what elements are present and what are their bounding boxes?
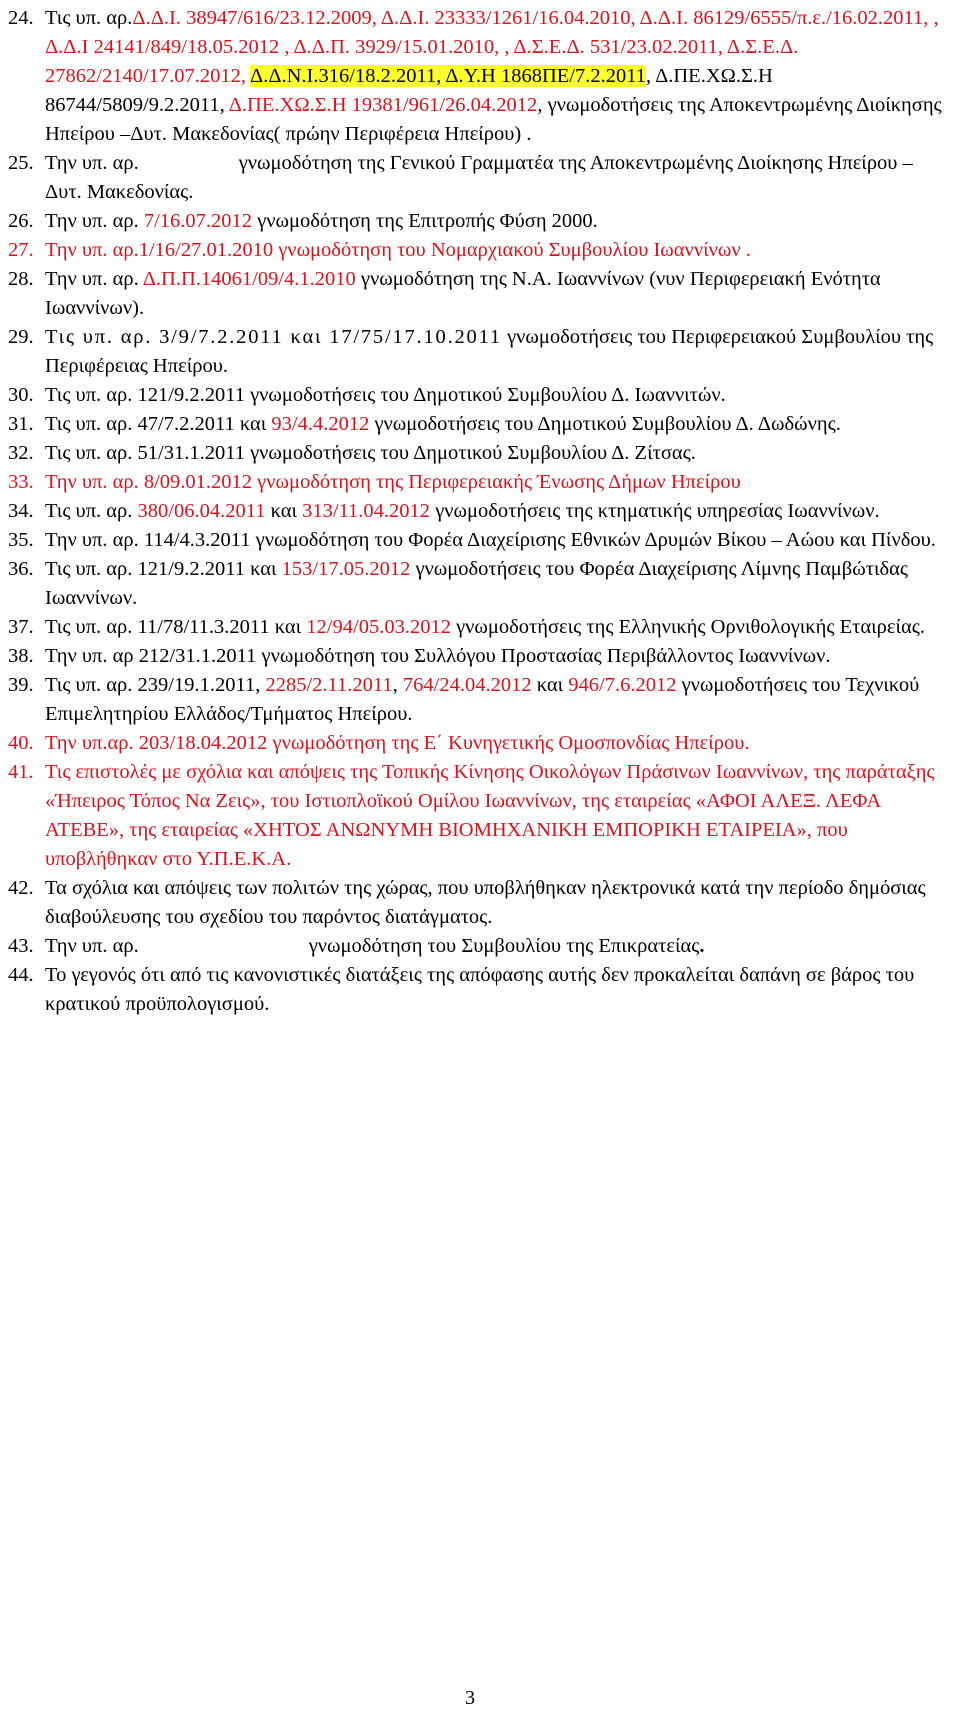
item-text: Τις υπ. αρ. 121/9.2.2011 και bbox=[45, 558, 282, 580]
item-number: 38. bbox=[8, 645, 34, 667]
item-text: Την υπ. αρ.1/16/27.01.2010 γνωμοδότηση του Νομαρχιακού Συμβουλίου Ιωαννίνων . bbox=[45, 239, 751, 261]
item-text: , Δ.ΠΕ.ΧΩ.Σ.Η 86744/5809/9.2.2011, bbox=[45, 65, 773, 116]
list-item bbox=[8, 613, 948, 642]
item-text: και bbox=[531, 674, 569, 696]
item-text: γνωμοδοτήσεις του Φορέα Διαχείρισης Λίμνης Παμβώτιδας Ιωαννίνων. bbox=[45, 558, 908, 609]
item-text: Τις επιστολές με σχόλια και απόψεις της Τοπικής Κίνησης Οικολόγων Πράσινων Ιωαννίνων, της παράταξης «Ήπειρος Τόπος Να Ζεις», του Ιστιοπλοϊκού Ομίλου Ιωαννίνων, της εταιρείας «ΑΦΟΙ ΑΛΕΞ. ΛΕΦΑ ΑΤΕΒΕ», της εταιρείας «ΧΗΤΟΣ ΑΝΩΝΥΜΗ ΒΙΟΜΗΧΑΝΙΚΗ ΕΜΠΟΡΙΚΗ ΕΤΑΙΡΕΙΑ», που υποβλήθηκαν στο Υ.Π.Ε.Κ.Α. bbox=[45, 761, 935, 870]
item-text: Την υπ. αρ. 114/4.3.2011 γνωμοδότηση του Φορέα Διαχείρισης Εθνικών Δρυμών Βίκου – Αώου και Πίνδου. bbox=[45, 529, 936, 551]
list-item bbox=[8, 671, 948, 729]
list-item bbox=[8, 729, 948, 758]
item-text: Την υπ. αρ. bbox=[45, 268, 143, 290]
item-text: γνωμοδοτήσεις της Ελληνικής Ορνιθολογικής Εταιρείας. bbox=[450, 616, 925, 638]
item-text: Δ.Π.Π.14061/09/4.1.2010 bbox=[142, 268, 356, 290]
list-item bbox=[8, 207, 948, 236]
item-text: γνωμοδοτήσεις του Δημοτικού Συμβουλίου Δ. Δωδώνης. bbox=[369, 413, 841, 435]
list-item bbox=[8, 468, 948, 497]
item-number: 44. bbox=[8, 964, 34, 986]
item-text: 380/06.04.2011 bbox=[137, 500, 266, 522]
item-number: 27. bbox=[8, 239, 34, 261]
item-text: 2285/2.11.2011 bbox=[265, 674, 393, 696]
item-text: Τις υπ. αρ. 3/9/7.2.2011 και 17/75/17.10.2011 bbox=[45, 326, 502, 348]
list-item bbox=[8, 439, 948, 468]
list-item bbox=[8, 4, 948, 149]
item-text: , bbox=[392, 674, 403, 696]
list-item bbox=[8, 410, 948, 439]
list-item bbox=[8, 381, 948, 410]
list-item bbox=[8, 236, 948, 265]
item-text: Τις υπ. αρ. 47/7.2.2011 και bbox=[45, 413, 272, 435]
item-text: Τις υπ. αρ. 11/78/11.3.2011 και bbox=[45, 616, 307, 638]
item-text: , γνωμοδοτήσεις της Αποκεντρωμένης Διοίκησης Ηπείρου –Δυτ. Μακεδονίας( πρώην Περιφέρεια Ηπείρου) . bbox=[45, 94, 942, 145]
item-number: 43. bbox=[8, 935, 34, 957]
item-text: Τις υπ. αρ. 51/31.1.2011 γνωμοδοτήσεις του Δημοτικού Συμβουλίου Δ. Ζίτσας. bbox=[45, 442, 696, 464]
item-text: Την υπ. αρ. bbox=[45, 935, 139, 957]
item-text: γνωμοδοτήσεις της κτηματικής υπηρεσίας Ιωαννίνων. bbox=[430, 500, 880, 522]
item-number: 26. bbox=[8, 210, 34, 232]
item-number: 31. bbox=[8, 413, 34, 435]
item-number: 42. bbox=[8, 877, 34, 899]
item-text: γνωμοδότηση της Γενικού Γραμματέα της Αποκεντρωμένης Διοίκησης Ηπείρου –Δυτ. Μακεδονίας. bbox=[45, 152, 913, 203]
item-text: Τις υπ. αρ. 239/19.1.2011, bbox=[45, 674, 266, 696]
item-text: Τις υπ. αρ. bbox=[45, 7, 133, 29]
item-text: 946/7.6.2012 bbox=[568, 674, 677, 696]
list-item bbox=[8, 555, 948, 613]
item-text: Την υπ. αρ. 8/09.01.2012 γνωμοδότηση της Περιφερειακής Ένωσης Δήμων Ηπείρου bbox=[45, 471, 741, 493]
item-number: 28. bbox=[8, 268, 34, 290]
list-item bbox=[8, 323, 948, 381]
item-number: 33. bbox=[8, 471, 34, 493]
preamble-list bbox=[8, 4, 948, 1019]
list-item bbox=[8, 758, 948, 874]
item-number: 39. bbox=[8, 674, 34, 696]
item-text: Δ.Δ.Ν.Ι.316/18.2.2011, Δ.Υ.Η 1868ΠΕ/7.2.2011 bbox=[250, 65, 646, 87]
item-text: γνωμοδοτήσεις του Τεχνικού Επιμελητηρίου Ελλάδος/Τμήματος Ηπείρου. bbox=[45, 674, 920, 725]
list-item bbox=[8, 526, 948, 555]
list-item bbox=[8, 961, 948, 1019]
list-item bbox=[8, 497, 948, 526]
item-number: 40. bbox=[8, 732, 34, 754]
item-number: 25. bbox=[8, 152, 34, 174]
item-number: 34. bbox=[8, 500, 34, 522]
item-text: και bbox=[265, 500, 303, 522]
item-number: 24. bbox=[8, 7, 34, 29]
item-number: 30. bbox=[8, 384, 34, 406]
item-text: γνωμοδότηση του Συμβουλίου της Επικρατείας bbox=[308, 935, 700, 957]
item-text: Την υπ.αρ. 203/18.04.2012 γνωμοδότηση της Ε΄ Κυνηγετικής Ομοσπονδίας Ηπείρου. bbox=[45, 732, 750, 754]
item-text: . bbox=[699, 935, 705, 957]
item-text: γνωμοδοτήσεις του Περιφερειακού Συμβουλίου της Περιφέρειας Ηπείρου. bbox=[45, 326, 934, 377]
item-number: 36. bbox=[8, 558, 34, 580]
item-number: 29. bbox=[8, 326, 34, 348]
item-text: 93/4.4.2012 bbox=[271, 413, 370, 435]
item-text: 7/16.07.2012 bbox=[143, 210, 253, 232]
list-item bbox=[8, 642, 948, 671]
item-text: Δ.ΠΕ.ΧΩ.Σ.Η 19381/961/26.04.2012 bbox=[228, 94, 538, 116]
item-text: γνωμοδότηση της Ν.Α. Ιωαννίνων (νυν Περιφερειακή Ενότητα Ιωαννίνων). bbox=[45, 268, 881, 319]
item-text: Τις υπ. αρ. bbox=[45, 500, 138, 522]
list-item bbox=[8, 265, 948, 323]
list-item bbox=[8, 149, 948, 207]
item-number: 32. bbox=[8, 442, 34, 464]
item-number: 41. bbox=[8, 761, 34, 783]
list-item bbox=[8, 874, 948, 932]
item-number: 35. bbox=[8, 529, 34, 551]
item-text: Την υπ. αρ. bbox=[45, 210, 144, 232]
item-text: Το γεγονός ότι από τις κανονιστικές διατάξεις της απόφασης αυτής δεν προκαλείται δαπάνη σε βάρος του κρατικού προϋπολογισμού. bbox=[45, 964, 915, 1015]
item-text: Δ.Δ.Ι. 38947/616/23.12.2009, Δ.Δ.Ι. 23333/1261/16.04.2010, Δ.Δ.Ι. 86129/6555/π.ε./16.02.2011, , Δ.Δ.Ι 24141/849/18.05.2012 , Δ.Δ.Π. 3929/15.01.2010, , Δ.Σ.Ε.Δ. 531/23.02.2011, Δ.Σ.Ε.Δ. 27862/2140/17.07.2012, bbox=[45, 7, 939, 87]
item-text: Τα σχόλια και απόψεις των πολιτών της χώρας, που υποβλήθηκαν ηλεκτρονικά κατά την περίοδο δημόσιας διαβούλευσης του σχεδίου του παρόντος διατάγματος. bbox=[45, 877, 926, 928]
item-text: Τις υπ. αρ. 121/9.2.2011 γνωμοδοτήσεις του Δημοτικού Συμβουλίου Δ. Ιωαννιτών. bbox=[45, 384, 726, 406]
item-text: Την υπ. αρ. bbox=[45, 152, 139, 174]
item-text: 313/11.04.2012 bbox=[302, 500, 431, 522]
item-text: Την υπ. αρ 212/31.1.2011 γνωμοδότηση του Συλλόγου Προστασίας Περιβάλλοντος Ιωαννίνων. bbox=[45, 645, 831, 667]
page-number: 3 bbox=[464, 1687, 476, 1709]
item-text: 12/94/05.03.2012 bbox=[306, 616, 451, 638]
item-text: γνωμοδότηση της Επιτροπής Φύση 2000. bbox=[252, 210, 598, 232]
item-number: 37. bbox=[8, 616, 34, 638]
item-text: 764/24.04.2012 bbox=[402, 674, 532, 696]
item-text: 153/17.05.2012 bbox=[281, 558, 411, 580]
list-item bbox=[8, 932, 948, 961]
